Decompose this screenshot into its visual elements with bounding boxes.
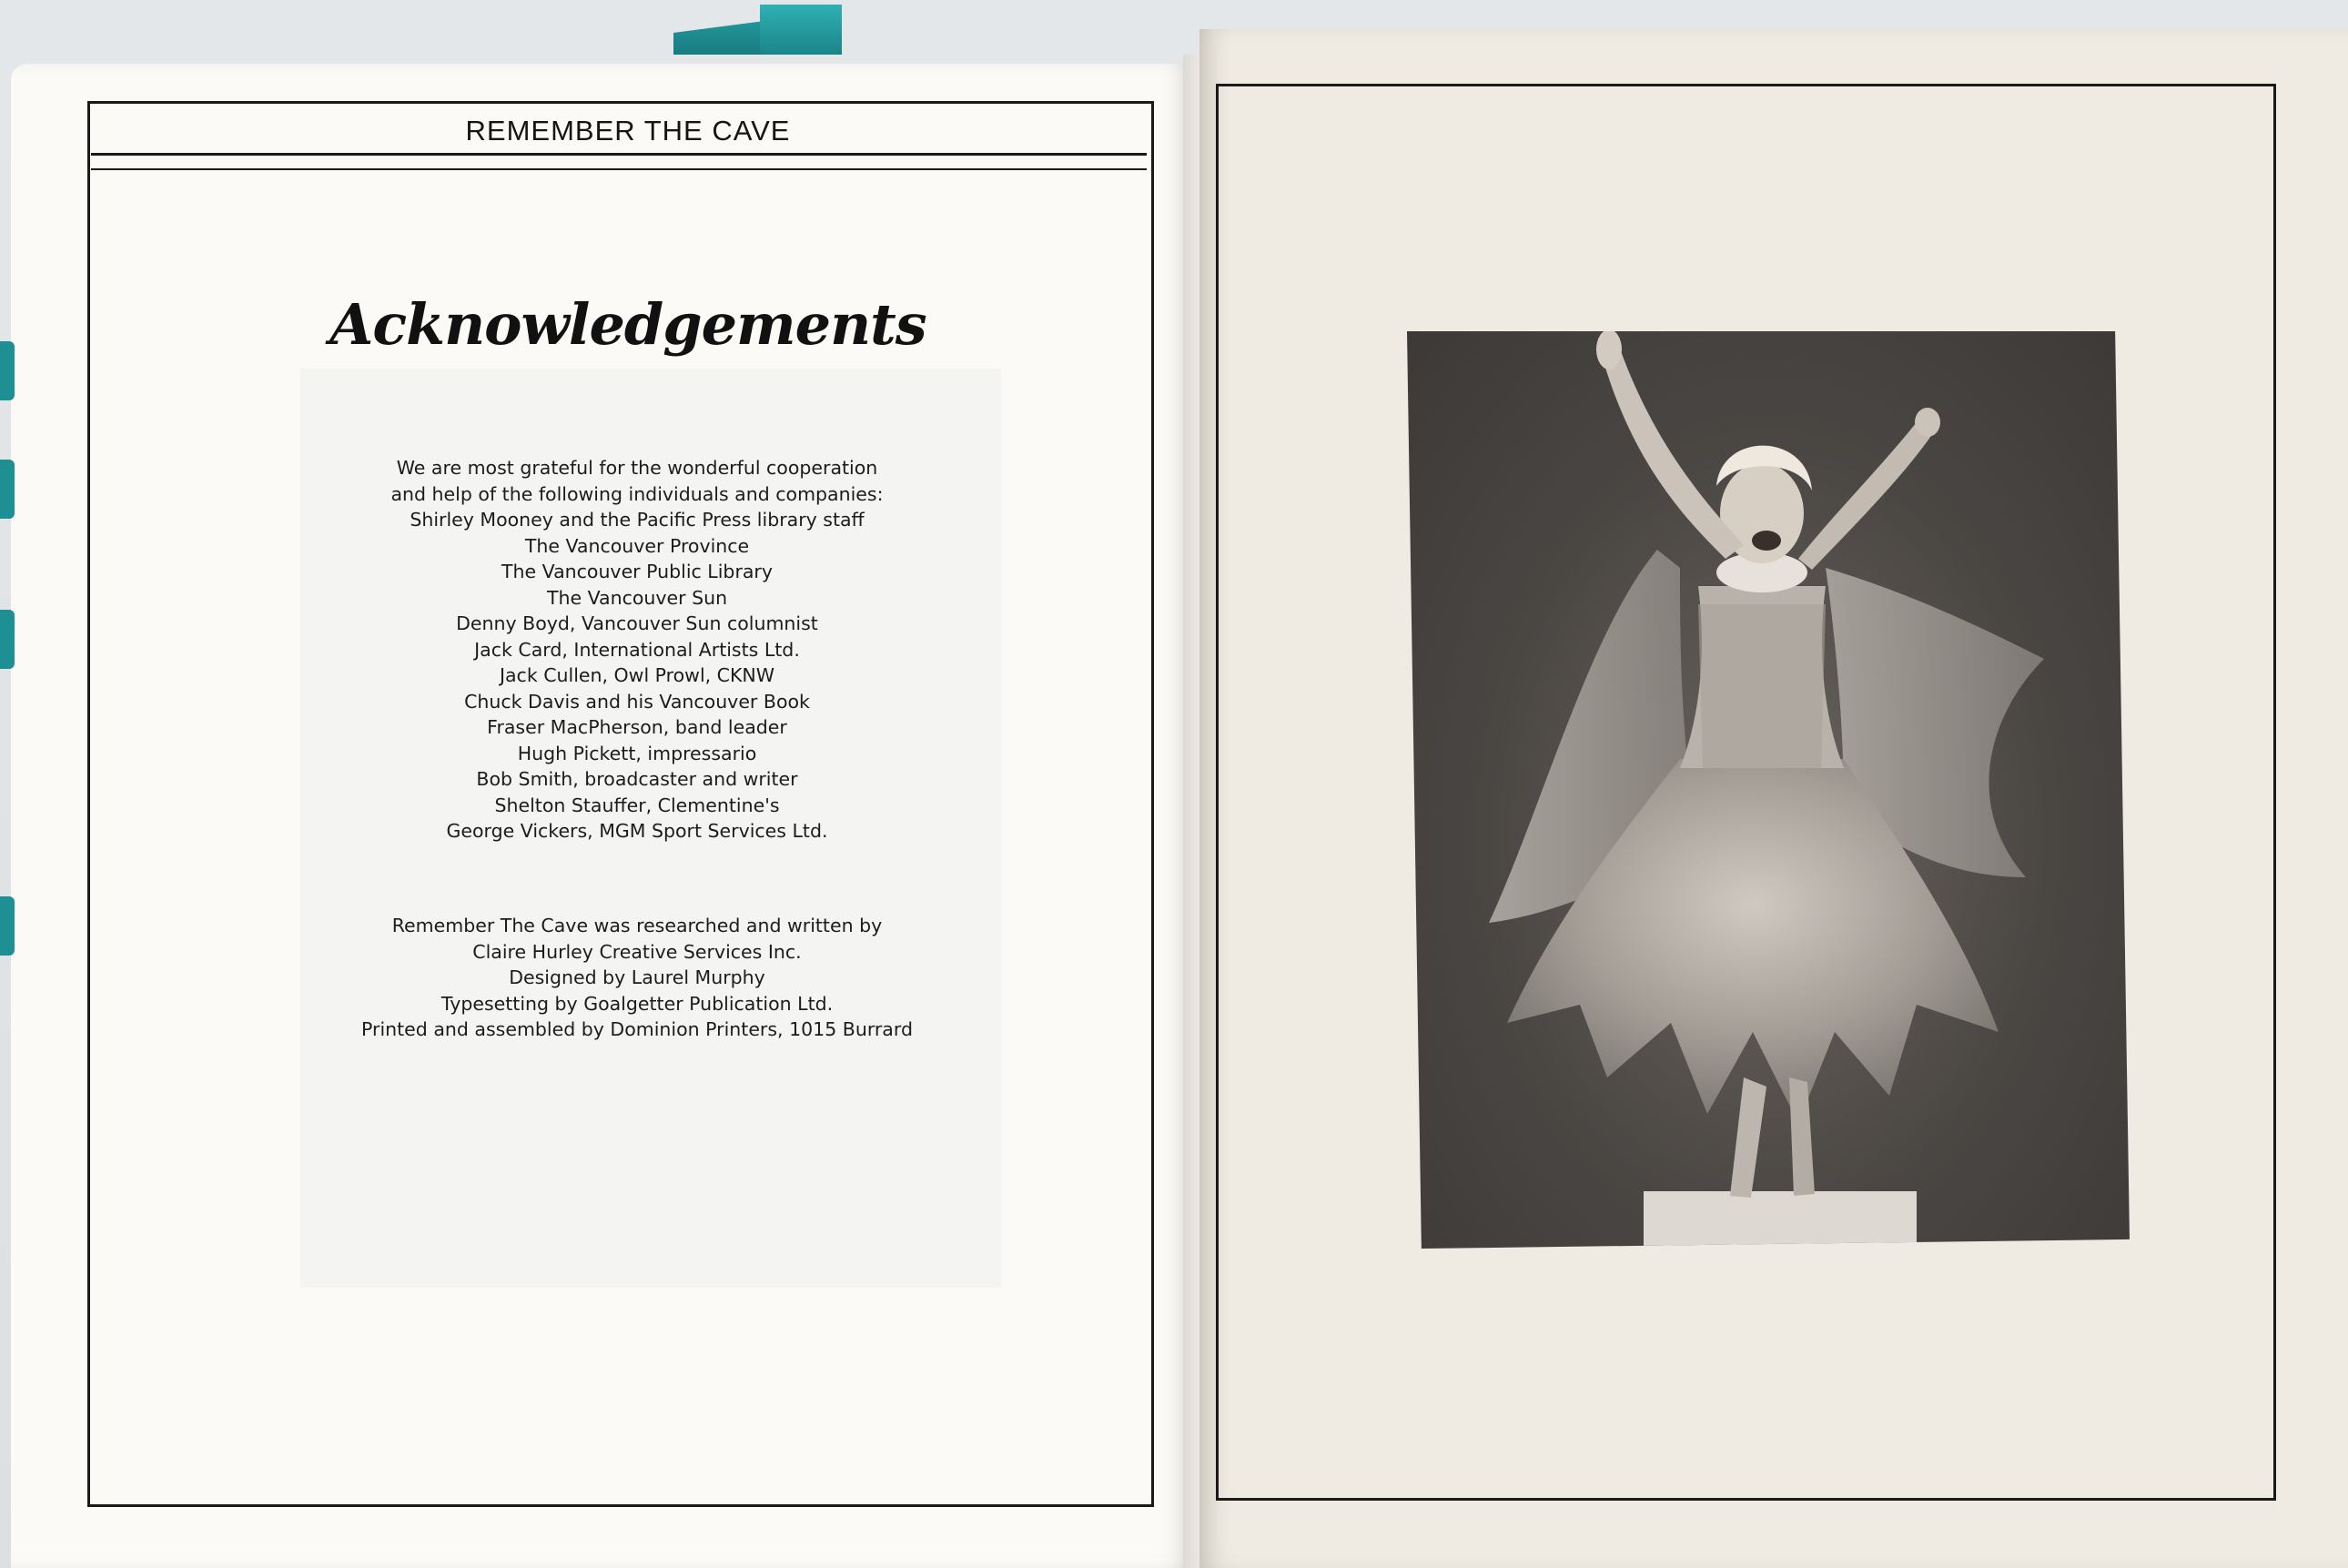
production-credits xyxy=(255,913,1019,1043)
running-head: REMEMBER THE CAVE xyxy=(465,115,791,147)
page-title: Acknowledgements xyxy=(329,291,926,358)
acknowledged-item: Denny Boyd, Vancouver Sun columnist xyxy=(456,612,818,634)
credit-line: Typesetting by Goalgetter Publication Ltd. xyxy=(440,992,834,1015)
bookmark-tab xyxy=(760,5,842,55)
acknowledgement-list xyxy=(255,455,1019,845)
acknowledged-item: Shelton Stauffer, Clementine's xyxy=(494,794,780,816)
binding-tab xyxy=(0,341,15,400)
acknowledged-item: George Vickers, MGM Sport Services Ltd. xyxy=(446,820,828,842)
dancer-photograph xyxy=(1407,331,2130,1249)
binding-tab xyxy=(0,610,15,669)
acknowledged-item: The Vancouver Public Library xyxy=(501,561,773,582)
acknowledged-item: Fraser MacPherson, band leader xyxy=(487,716,787,738)
credit-line: Printed and assembled by Dominion Printers, 1015 Burrard xyxy=(361,1018,913,1040)
acknowledged-item: Shirley Mooney and the Pacific Press library staff xyxy=(410,509,865,531)
dancer-figure xyxy=(1407,331,2130,1249)
acknowledged-item: Jack Card, International Artists Ltd. xyxy=(474,638,800,661)
binding-tab xyxy=(0,896,15,956)
acknowledged-item: Hugh Pickett, impressario xyxy=(517,742,757,764)
acknowledged-item: Chuck Davis and his Vancouver Book xyxy=(464,690,810,713)
credit-line: Claire Hurley Creative Services Inc. xyxy=(472,940,802,963)
acknowledged-item: Jack Cullen, Owl Prowl, CKNW xyxy=(499,664,775,686)
intro-line: We are most grateful for the wonderful cooperation xyxy=(396,457,878,479)
acknowledged-item: The Vancouver Province xyxy=(524,534,750,557)
credit-line: Designed by Laurel Murphy xyxy=(509,966,765,988)
header-rule xyxy=(91,153,1147,156)
intro-line: and help of the following individuals and companies: xyxy=(390,482,884,505)
acknowledged-item: Bob Smith, broadcaster and writer xyxy=(476,768,798,790)
acknowledged-item: The Vancouver Sun xyxy=(546,586,728,609)
header-rule xyxy=(91,168,1147,170)
binding-tab xyxy=(0,460,15,519)
credit-line: Remember The Cave was researched and written by xyxy=(391,915,883,936)
